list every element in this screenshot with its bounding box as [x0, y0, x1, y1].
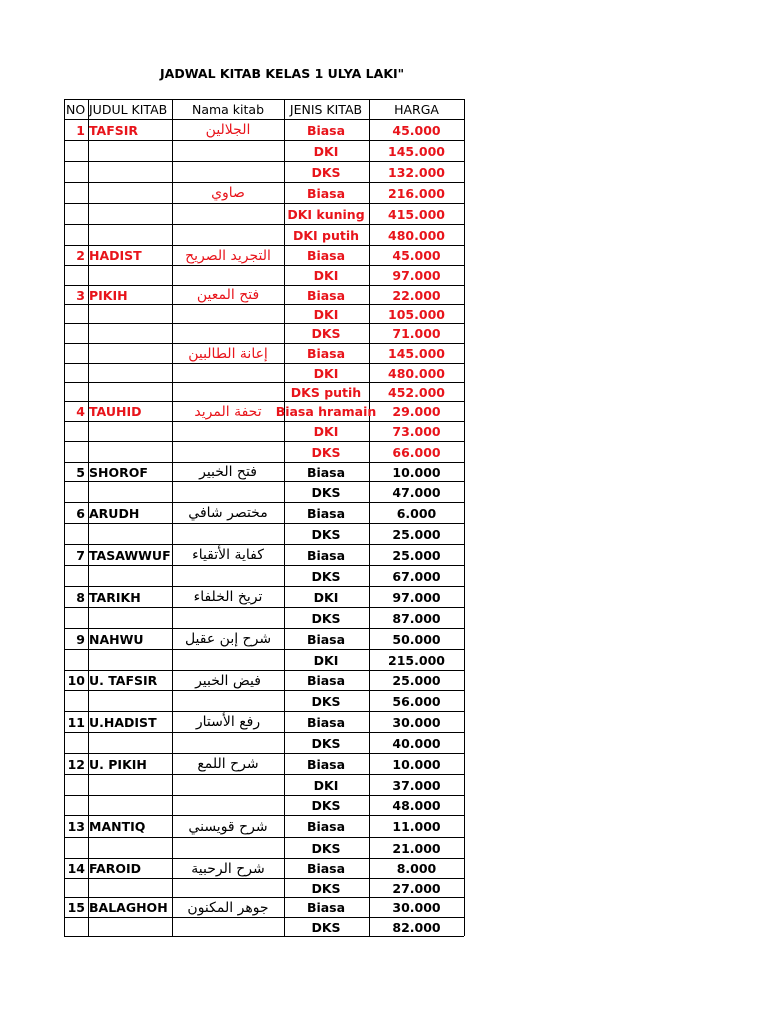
row-number-cell: 12 [67, 756, 85, 772]
jenis-kitab-cell: DKI kuning [287, 206, 365, 222]
judul-kitab-cell: TASAWWUF [89, 547, 171, 563]
jenis-kitab-cell: DKI [313, 143, 339, 159]
nama-kitab-cell: شرح إبن عقيل [184, 631, 272, 647]
jenis-kitab-cell: DKS [311, 693, 341, 709]
harga-cell: 47.000 [392, 484, 441, 500]
judul-kitab-cell: TAUHID [89, 404, 142, 419]
row-number-cell: 13 [67, 819, 85, 834]
row-number-cell: 3 [76, 287, 85, 303]
jenis-kitab-cell: Biasa [306, 185, 346, 201]
harga-cell: 480.000 [388, 227, 445, 243]
harga-cell: 25.000 [392, 673, 441, 688]
jenis-kitab-cell: DKI [313, 589, 339, 605]
grid-vline [464, 99, 465, 936]
jenis-kitab-cell: Biasa [306, 900, 346, 915]
judul-kitab-cell: SHOROF [89, 464, 148, 480]
row-number-cell: 15 [67, 900, 85, 915]
harga-cell: 216.000 [388, 185, 445, 201]
jenis-kitab-cell: Biasa [306, 464, 346, 480]
nama-kitab-cell: التجريد الصريح [185, 247, 271, 264]
nama-kitab-cell: فتح المعين [196, 287, 260, 303]
jenis-kitab-cell: DKS [311, 526, 341, 542]
judul-kitab-cell: TARIKH [89, 589, 141, 605]
harga-cell: 30.000 [392, 714, 441, 730]
jenis-kitab-cell: DKI putih [292, 227, 360, 243]
harga-cell: 40.000 [392, 735, 441, 751]
harga-cell: 6.000 [396, 505, 437, 521]
harga-cell: 22.000 [392, 287, 441, 303]
harga-cell: 37.000 [392, 777, 441, 793]
judul-kitab-cell: U.HADIST [89, 714, 157, 730]
nama-kitab-cell: كفاية الأتقياء [192, 547, 264, 563]
nama-kitab-cell: تريخ الخلفاء [193, 589, 263, 605]
harga-cell: 11.000 [392, 819, 441, 834]
harga-cell: 45.000 [392, 248, 441, 263]
page-title: JADWAL KITAB KELAS 1 ULYA LAKI" [160, 66, 405, 81]
nama-kitab-cell: فتح الخبير [199, 464, 257, 480]
harga-cell: 73.000 [392, 424, 441, 439]
row-number-cell: 6 [76, 505, 85, 521]
nama-kitab-cell: فيض الخبير [195, 672, 261, 689]
jenis-kitab-cell: DKS [311, 798, 341, 813]
jenis-kitab-cell: Biasa [306, 122, 346, 138]
judul-kitab-cell: HADIST [89, 248, 142, 263]
judul-kitab-cell: BALAGHOH [89, 900, 168, 915]
harga-cell: 71.000 [392, 326, 441, 341]
jenis-kitab-cell: DKS [311, 444, 341, 460]
header-row-number: NO [66, 102, 86, 117]
row-number-cell: 8 [76, 589, 85, 605]
row-number-cell: 2 [76, 248, 85, 263]
jenis-kitab-cell: DKS [311, 880, 341, 896]
jenis-kitab-cell: DKI [313, 424, 339, 439]
row-number-cell: 7 [76, 547, 85, 563]
grid-hline [64, 936, 464, 937]
jenis-kitab-cell: DKS [311, 326, 341, 341]
jenis-kitab-cell: Biasa [306, 547, 346, 563]
harga-cell: 145.000 [388, 143, 445, 159]
jenis-kitab-cell: Biasa [306, 756, 346, 772]
jenis-kitab-cell: Biasa [306, 631, 346, 647]
harga-cell: 10.000 [392, 464, 441, 480]
nama-kitab-cell: شرح الرحبية [191, 860, 265, 877]
harga-cell: 145.000 [388, 346, 445, 361]
judul-kitab-cell: MANTIQ [89, 819, 146, 834]
nama-kitab-cell: مختصر شافي [188, 505, 268, 521]
harga-cell: 25.000 [392, 526, 441, 542]
jenis-kitab-cell: DKS [311, 568, 341, 584]
jenis-kitab-cell: DKI [313, 268, 339, 283]
jenis-kitab-cell: Biasa [306, 248, 346, 263]
harga-cell: 97.000 [392, 589, 441, 605]
harga-cell: 10.000 [392, 756, 441, 772]
judul-kitab-cell: U. PIKIH [89, 756, 147, 772]
jenis-kitab-cell: Biasa [306, 673, 346, 688]
jenis-kitab-cell: DKS putih [290, 384, 362, 400]
jenis-kitab-cell: Biasa [306, 714, 346, 730]
row-number-cell: 10 [67, 673, 85, 688]
judul-kitab-cell: U. TAFSIR [89, 673, 158, 688]
judul-kitab-cell: NAHWU [89, 631, 144, 647]
jenis-kitab-cell: DKI [313, 365, 339, 381]
judul-kitab-cell: FAROID [89, 861, 142, 876]
nama-kitab-cell: تحفة المريد [194, 403, 262, 420]
harga-cell: 21.000 [392, 840, 441, 856]
row-number-cell: 11 [67, 714, 85, 730]
row-number-cell: 14 [67, 861, 85, 876]
harga-cell: 215.000 [388, 652, 445, 668]
jenis-kitab-cell: Biasa [306, 819, 346, 834]
jenis-kitab-cell: DKI [313, 306, 339, 322]
jenis-kitab-cell: Biasa [306, 346, 346, 361]
judul-kitab-cell: ARUDH [89, 505, 140, 521]
nama-kitab-cell: صاوي [211, 185, 245, 201]
header-judul-kitab: JUDUL KITAB [89, 102, 168, 117]
nama-kitab-cell: جوهر المكنون [187, 899, 269, 916]
harga-cell: 132.000 [388, 164, 445, 180]
harga-cell: 97.000 [392, 268, 441, 283]
harga-cell: 29.000 [392, 404, 441, 419]
jenis-kitab-cell: DKI [313, 777, 339, 793]
harga-cell: 27.000 [392, 880, 441, 896]
nama-kitab-cell: رفع الأستار [195, 714, 261, 730]
harga-cell: 67.000 [392, 568, 441, 584]
jenis-kitab-cell: DKI [313, 652, 339, 668]
header-nama-kitab: Nama kitab [191, 102, 265, 117]
row-number-cell: 4 [76, 404, 85, 419]
harga-cell: 452.000 [388, 384, 445, 400]
row-number-cell: 1 [76, 122, 85, 138]
harga-cell: 50.000 [392, 631, 441, 647]
judul-kitab-cell: TAFSIR [89, 122, 139, 138]
harga-cell: 82.000 [392, 919, 441, 935]
harga-cell: 480.000 [388, 365, 445, 381]
jenis-kitab-cell: Biasa [306, 505, 346, 521]
jenis-kitab-cell: Biasa [306, 861, 346, 876]
row-number-cell: 5 [76, 464, 85, 480]
harga-cell: 25.000 [392, 547, 441, 563]
harga-cell: 105.000 [388, 306, 445, 322]
judul-kitab-cell: PIKIH [89, 287, 128, 303]
jenis-kitab-cell: DKS [311, 164, 341, 180]
nama-kitab-cell: شرح قويسني [188, 818, 268, 835]
jenis-kitab-cell: Biasa [306, 287, 346, 303]
harga-cell: 48.000 [392, 798, 441, 813]
nama-kitab-cell: إعانة الطالبين [188, 345, 268, 362]
harga-cell: 66.000 [392, 444, 441, 460]
jenis-kitab-cell: DKS [311, 919, 341, 935]
header-harga: HARGA [394, 102, 439, 117]
nama-kitab-cell: شرح اللمع [197, 756, 259, 772]
jenis-kitab-cell: DKS [311, 610, 341, 626]
harga-cell: 30.000 [392, 900, 441, 915]
jenis-kitab-cell: DKS [311, 735, 341, 751]
harga-cell: 87.000 [392, 610, 441, 626]
jenis-kitab-cell: DKS [311, 484, 341, 500]
harga-cell: 56.000 [392, 693, 441, 709]
row-number-cell: 9 [76, 631, 85, 647]
nama-kitab-cell: الجلالين [205, 122, 251, 138]
harga-cell: 8.000 [396, 861, 437, 876]
jenis-kitab-cell: Biasa hramain [275, 404, 377, 419]
jenis-kitab-cell: DKS [311, 840, 341, 856]
harga-cell: 415.000 [388, 206, 445, 222]
kitab-price-table [64, 99, 464, 936]
header-jenis-kitab: JENIS KITAB [289, 102, 363, 117]
harga-cell: 45.000 [392, 122, 441, 138]
